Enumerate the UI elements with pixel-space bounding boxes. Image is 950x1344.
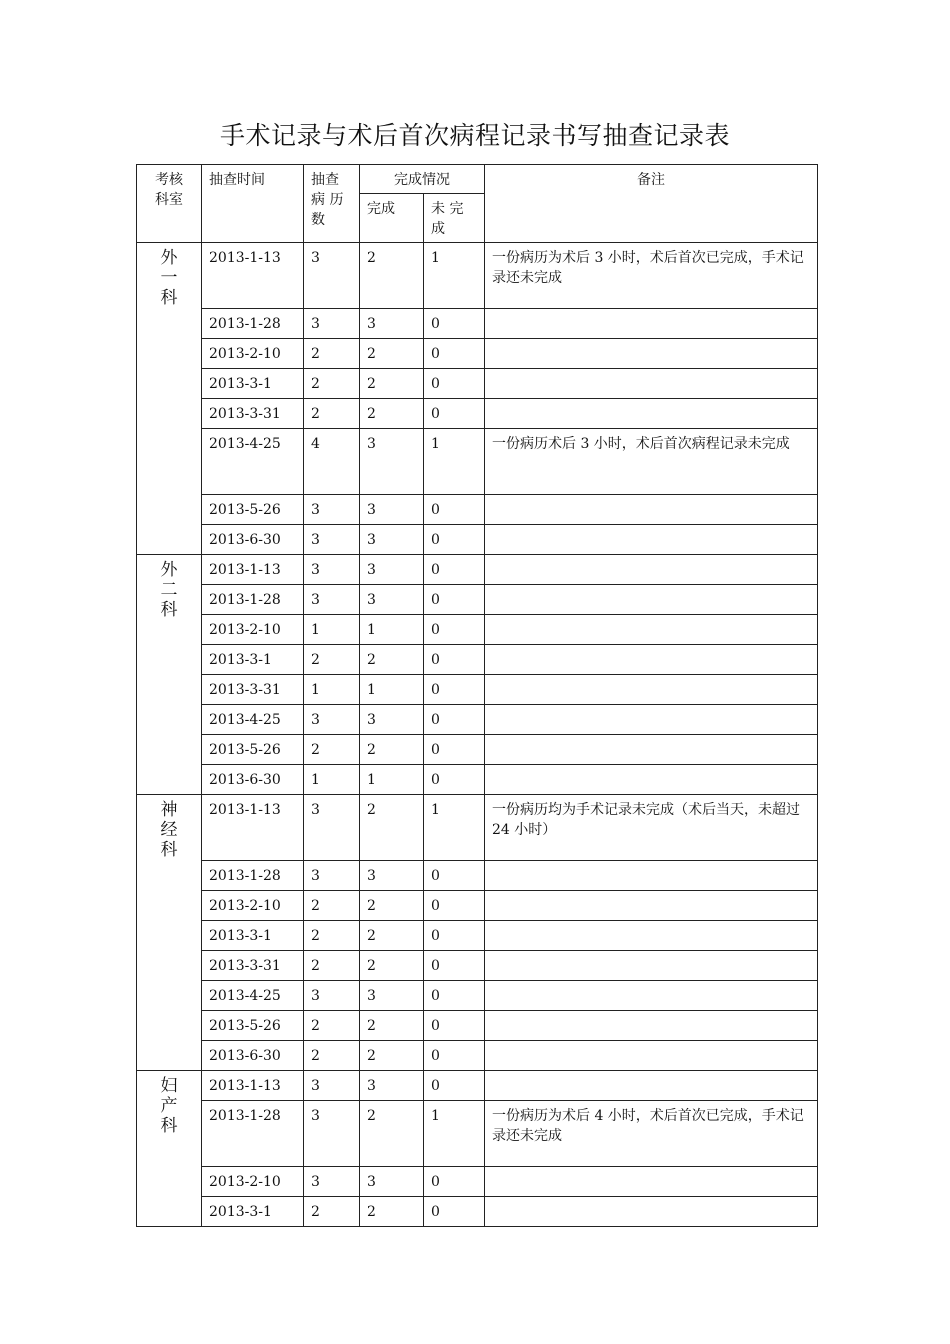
- table-row: [137, 615, 818, 645]
- undone-cell: 1: [424, 795, 485, 861]
- count-cell: 4: [304, 429, 360, 495]
- count-cell: 2: [304, 951, 360, 981]
- table-row: [137, 705, 818, 735]
- undone-cell: 0: [424, 1197, 485, 1227]
- table-row: [137, 765, 818, 795]
- note-cell: [485, 645, 818, 675]
- note-cell: 一份病历为术后 3 小时，术后首次已完成，手术记录还未完成: [485, 243, 818, 309]
- date-cell: 2013-5-26: [202, 495, 304, 525]
- count-cell: 2: [304, 399, 360, 429]
- done-cell: 1: [360, 615, 424, 645]
- date-cell: 2013-3-31: [202, 399, 304, 429]
- done-cell: 1: [360, 765, 424, 795]
- header-status: 完成情况: [360, 165, 485, 194]
- done-cell: 3: [360, 429, 424, 495]
- table-row: [137, 243, 818, 309]
- count-cell: 2: [304, 921, 360, 951]
- count-cell: 2: [304, 891, 360, 921]
- date-cell: 2013-2-10: [202, 1167, 304, 1197]
- done-cell: 2: [360, 1101, 424, 1167]
- note-cell: [485, 555, 818, 585]
- date-cell: 2013-3-1: [202, 369, 304, 399]
- note-cell: [485, 1167, 818, 1197]
- done-cell: 3: [360, 525, 424, 555]
- done-cell: 2: [360, 951, 424, 981]
- undone-cell: 0: [424, 555, 485, 585]
- undone-cell: 0: [424, 615, 485, 645]
- done-cell: 2: [360, 645, 424, 675]
- done-cell: 2: [360, 243, 424, 309]
- table-row: [137, 555, 818, 585]
- date-cell: 2013-4-25: [202, 429, 304, 495]
- date-cell: 2013-6-30: [202, 765, 304, 795]
- undone-cell: 0: [424, 1167, 485, 1197]
- undone-cell: 1: [424, 429, 485, 495]
- note-cell: [485, 735, 818, 765]
- date-cell: 2013-1-13: [202, 795, 304, 861]
- note-cell: 一份病历术后 3 小时，术后首次病程记录未完成: [485, 429, 818, 495]
- date-cell: 2013-1-13: [202, 1071, 304, 1101]
- count-cell: 3: [304, 1101, 360, 1167]
- date-cell: 2013-5-26: [202, 1011, 304, 1041]
- date-cell: 2013-3-1: [202, 1197, 304, 1227]
- note-cell: [485, 921, 818, 951]
- undone-cell: 0: [424, 585, 485, 615]
- header-dept-label: 考核 科室: [155, 172, 183, 208]
- table-row: [137, 645, 818, 675]
- count-cell: 3: [304, 243, 360, 309]
- note-cell: [485, 309, 818, 339]
- done-cell: 3: [360, 495, 424, 525]
- count-cell: 1: [304, 675, 360, 705]
- count-cell: 2: [304, 645, 360, 675]
- note-cell: [485, 495, 818, 525]
- header-count-label: 抽查 病 历 数: [311, 172, 344, 228]
- undone-cell: 0: [424, 891, 485, 921]
- count-cell: 2: [304, 1197, 360, 1227]
- undone-cell: 0: [424, 645, 485, 675]
- done-cell: 3: [360, 585, 424, 615]
- dept-cell: 妇 产 科: [137, 1071, 202, 1227]
- header-time: 抽查时间: [202, 165, 304, 243]
- note-cell: [485, 765, 818, 795]
- count-cell: 2: [304, 1041, 360, 1071]
- count-cell: 2: [304, 735, 360, 765]
- date-cell: 2013-2-10: [202, 891, 304, 921]
- count-cell: 3: [304, 705, 360, 735]
- header-dept: [137, 165, 202, 243]
- table-row: [137, 981, 818, 1011]
- undone-cell: 1: [424, 1101, 485, 1167]
- count-cell: 3: [304, 525, 360, 555]
- count-cell: 3: [304, 309, 360, 339]
- undone-cell: 0: [424, 495, 485, 525]
- undone-cell: 0: [424, 675, 485, 705]
- undone-cell: 0: [424, 399, 485, 429]
- table-row: [137, 585, 818, 615]
- done-cell: 2: [360, 795, 424, 861]
- date-cell: 2013-5-26: [202, 735, 304, 765]
- undone-cell: 0: [424, 309, 485, 339]
- table-row: [137, 399, 818, 429]
- table-row: [137, 525, 818, 555]
- undone-cell: 0: [424, 1011, 485, 1041]
- note-cell: [485, 1197, 818, 1227]
- undone-cell: 0: [424, 1041, 485, 1071]
- note-cell: [485, 399, 818, 429]
- count-cell: 2: [304, 1011, 360, 1041]
- table-row: [137, 1197, 818, 1227]
- undone-cell: 1: [424, 243, 485, 309]
- count-cell: 3: [304, 861, 360, 891]
- date-cell: 2013-3-31: [202, 951, 304, 981]
- note-cell: [485, 675, 818, 705]
- done-cell: 3: [360, 1071, 424, 1101]
- table-row: [137, 921, 818, 951]
- done-cell: 3: [360, 1167, 424, 1197]
- table-body: [137, 165, 818, 1227]
- done-cell: 3: [360, 705, 424, 735]
- count-cell: 3: [304, 495, 360, 525]
- page-title: 手术记录与术后首次病程记录书写抽查记录表: [219, 121, 730, 150]
- count-cell: 1: [304, 615, 360, 645]
- note-cell: [485, 951, 818, 981]
- date-cell: 2013-1-13: [202, 243, 304, 309]
- table-row: [137, 1167, 818, 1197]
- done-cell: 1: [360, 675, 424, 705]
- undone-cell: 0: [424, 921, 485, 951]
- done-cell: 3: [360, 309, 424, 339]
- table-row: [137, 891, 818, 921]
- header-done: 完成: [360, 194, 424, 243]
- done-cell: 2: [360, 339, 424, 369]
- undone-cell: 0: [424, 951, 485, 981]
- date-cell: 2013-3-1: [202, 645, 304, 675]
- note-cell: [485, 585, 818, 615]
- note-cell: [485, 369, 818, 399]
- note-cell: [485, 861, 818, 891]
- done-cell: 2: [360, 399, 424, 429]
- header-note: 备注: [485, 165, 818, 243]
- undone-cell: 0: [424, 1071, 485, 1101]
- date-cell: 2013-6-30: [202, 525, 304, 555]
- done-cell: 3: [360, 981, 424, 1011]
- note-cell: 一份病历为术后 4 小时，术后首次已完成，手术记录还未完成: [485, 1101, 818, 1167]
- date-cell: 2013-2-10: [202, 615, 304, 645]
- date-cell: 2013-1-28: [202, 861, 304, 891]
- table-row: [137, 369, 818, 399]
- note-cell: [485, 525, 818, 555]
- done-cell: 3: [360, 861, 424, 891]
- note-cell: 一份病历均为手术记录未完成（术后当天，未超过 24 小时）: [485, 795, 818, 861]
- date-cell: 2013-1-28: [202, 1101, 304, 1167]
- dept-cell: 外 二 科: [137, 555, 202, 795]
- date-cell: 2013-1-28: [202, 309, 304, 339]
- done-cell: 2: [360, 1011, 424, 1041]
- table-row: [137, 1071, 818, 1101]
- table-row: [137, 309, 818, 339]
- note-cell: [485, 705, 818, 735]
- undone-cell: 0: [424, 339, 485, 369]
- table-row: [137, 339, 818, 369]
- dept-cell: 外 一 科: [137, 243, 202, 555]
- undone-cell: 0: [424, 765, 485, 795]
- count-cell: 3: [304, 1071, 360, 1101]
- count-cell: 1: [304, 765, 360, 795]
- date-cell: 2013-3-1: [202, 921, 304, 951]
- header-row: [137, 165, 818, 194]
- inspection-table: [136, 164, 818, 1227]
- date-cell: 2013-3-31: [202, 675, 304, 705]
- count-cell: 3: [304, 981, 360, 1011]
- undone-cell: 0: [424, 981, 485, 1011]
- undone-cell: 0: [424, 525, 485, 555]
- note-cell: [485, 981, 818, 1011]
- note-cell: [485, 339, 818, 369]
- header-undone-label: 未 完 成: [431, 201, 464, 237]
- undone-cell: 0: [424, 735, 485, 765]
- done-cell: 2: [360, 369, 424, 399]
- note-cell: [485, 1041, 818, 1071]
- note-cell: [485, 1071, 818, 1101]
- note-cell: [485, 615, 818, 645]
- count-cell: 3: [304, 555, 360, 585]
- table-row: [137, 495, 818, 525]
- done-cell: 2: [360, 1041, 424, 1071]
- count-cell: 3: [304, 585, 360, 615]
- count-cell: 3: [304, 1167, 360, 1197]
- note-cell: [485, 891, 818, 921]
- done-cell: 2: [360, 735, 424, 765]
- header-undone: [424, 194, 485, 243]
- date-cell: 2013-4-25: [202, 705, 304, 735]
- table-row: [137, 735, 818, 765]
- count-cell: 2: [304, 339, 360, 369]
- table-row: [137, 795, 818, 861]
- table-row: [137, 1041, 818, 1071]
- done-cell: 2: [360, 1197, 424, 1227]
- table-row: [137, 1101, 818, 1167]
- header-count: [304, 165, 360, 243]
- table-row: [137, 1011, 818, 1041]
- date-cell: 2013-1-13: [202, 555, 304, 585]
- table-row: [137, 429, 818, 495]
- table-row: [137, 861, 818, 891]
- count-cell: 2: [304, 369, 360, 399]
- undone-cell: 0: [424, 369, 485, 399]
- note-cell: [485, 1011, 818, 1041]
- table-row: [137, 675, 818, 705]
- table-row: [137, 951, 818, 981]
- done-cell: 3: [360, 555, 424, 585]
- count-cell: 3: [304, 795, 360, 861]
- done-cell: 2: [360, 921, 424, 951]
- dept-cell: 神 经 科: [137, 795, 202, 1071]
- date-cell: 2013-4-25: [202, 981, 304, 1011]
- date-cell: 2013-2-10: [202, 339, 304, 369]
- undone-cell: 0: [424, 861, 485, 891]
- date-cell: 2013-1-28: [202, 585, 304, 615]
- date-cell: 2013-6-30: [202, 1041, 304, 1071]
- done-cell: 2: [360, 891, 424, 921]
- undone-cell: 0: [424, 705, 485, 735]
